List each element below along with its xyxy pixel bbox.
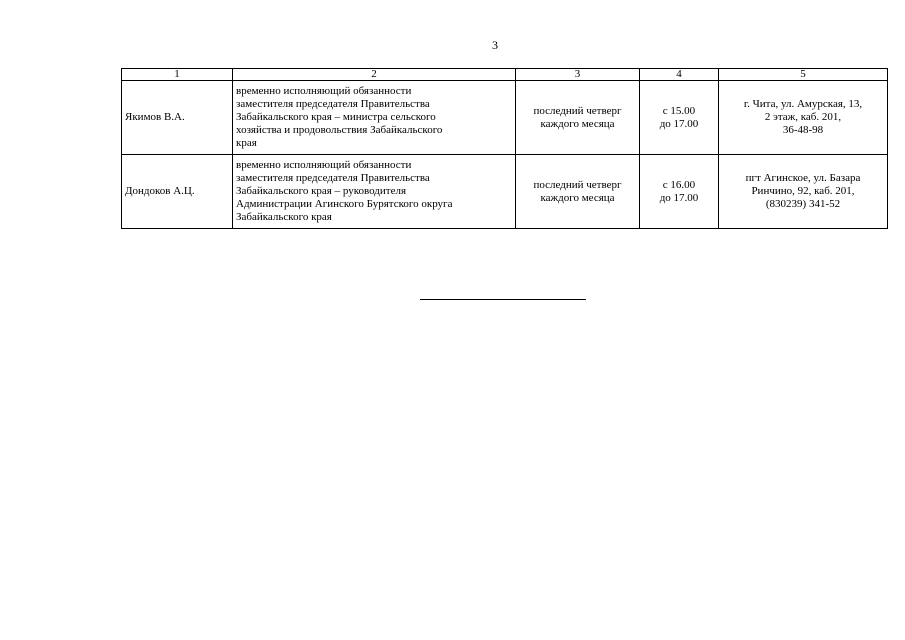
reception-time [640, 81, 719, 155]
position-line: временно исполняющий обязанности [236, 159, 412, 171]
official-name: Якимов В.А. [122, 81, 233, 155]
table-row [122, 155, 888, 229]
position-line: хозяйства и продовольствия Забайкальского [236, 124, 443, 136]
reception-day-line: каждого месяца [540, 117, 615, 130]
column-number-row [122, 69, 888, 81]
reception-address [719, 81, 888, 155]
column-number-4: 4 [640, 69, 719, 81]
reception-time-line: до 17.00 [659, 191, 699, 204]
position-line: заместителя председателя Правительства [236, 172, 430, 184]
page-number: 3 [492, 38, 498, 52]
reception-day [516, 155, 640, 229]
address-line: пгт Агинское, ул. Базара [745, 172, 861, 184]
reception-day-line: последний четверг [533, 178, 622, 191]
address-line: (830239) 341-52 [765, 198, 841, 210]
reception-time-line: с 15.00 [662, 104, 696, 117]
column-number-5: 5 [719, 69, 888, 81]
official-name: Дондоков А.Ц. [122, 155, 233, 229]
reception-day-line: последний четверг [533, 104, 622, 117]
reception-time [640, 155, 719, 229]
position-line: Забайкальского края – министра сельского [236, 111, 436, 123]
reception-time-line: с 16.00 [662, 178, 696, 191]
reception-day [516, 81, 640, 155]
reception-address [719, 155, 888, 229]
address-line: г. Чита, ул. Амурская, 13, [743, 98, 863, 110]
address-line: 2 этаж, каб. 201, [764, 111, 842, 123]
column-number-2: 2 [233, 69, 516, 81]
position-line: заместителя председателя Правительства [236, 98, 430, 110]
official-position [233, 155, 516, 229]
position-line: Администрации Агинского Бурятского округа [236, 198, 453, 210]
official-position [233, 81, 516, 155]
position-line: края [236, 137, 257, 149]
address-line: 36-48-98 [782, 124, 824, 136]
column-number-3: 3 [516, 69, 640, 81]
table-row [122, 81, 888, 155]
position-line: временно исполняющий обязанности [236, 85, 412, 97]
column-number-1: 1 [122, 69, 233, 81]
reception-day-line: каждого месяца [540, 191, 615, 204]
position-line: Забайкальского края – руководителя [236, 185, 407, 197]
end-of-document-rule [420, 299, 586, 300]
reception-time-line: до 17.00 [659, 117, 699, 130]
reception-schedule-table [121, 68, 888, 229]
position-line: Забайкальского края [236, 211, 332, 223]
address-line: Ринчино, 92, каб. 201, [751, 185, 855, 197]
